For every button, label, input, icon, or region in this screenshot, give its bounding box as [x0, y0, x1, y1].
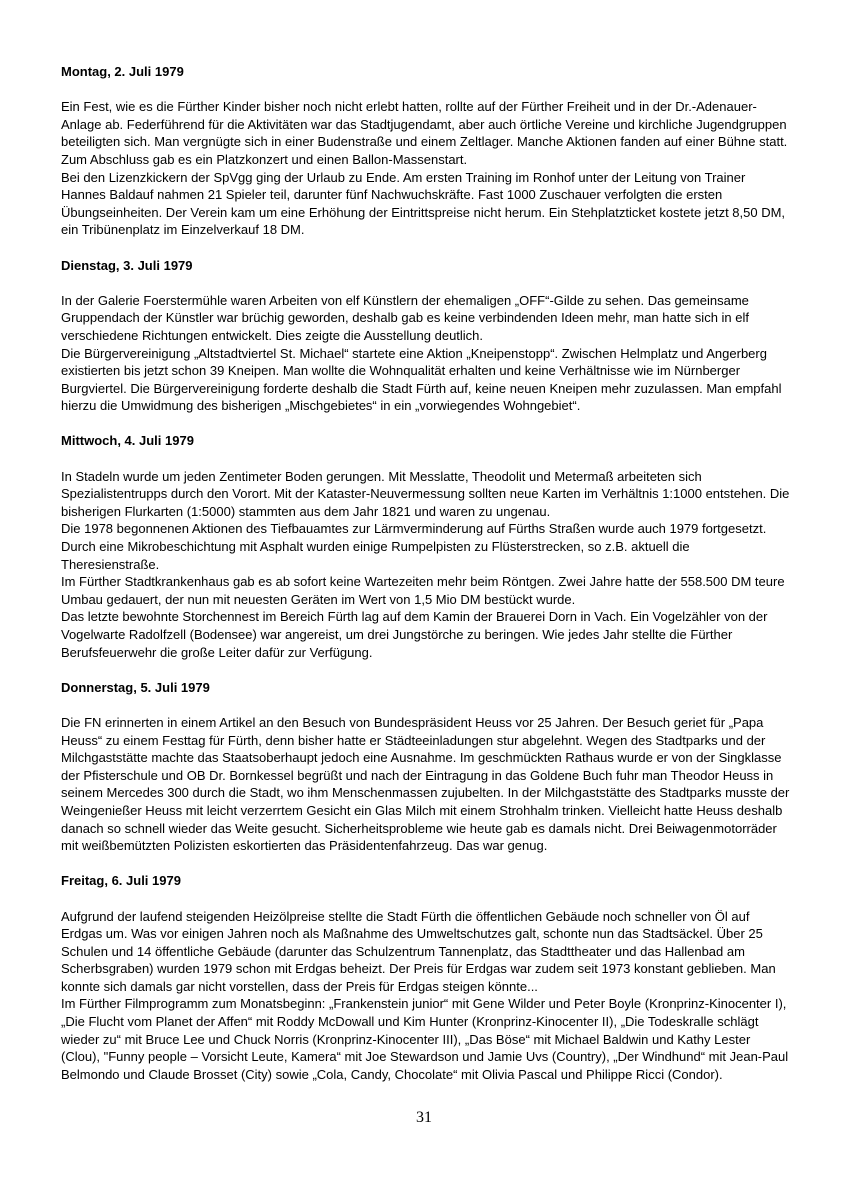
entry-paragraph: Das letzte bewohnte Storchennest im Bereich Fürth lag auf dem Kamin der Brauerei Dorn in Vach. Ein Vogelzähler von der Vogelwarte Radolfzell (Bodensee) war angereist, um drei Jungstörche zu beringen. Wie jedes Jahr stellte die Fürther Berufsfeuerwehr die große Leiter dafür zur Verfügung. — [61, 609, 768, 660]
entry-heading: Freitag, 6. Juli 1979 — [61, 873, 181, 889]
entry-heading: Donnerstag, 5. Juli 1979 — [61, 679, 210, 695]
diary-entry-monday — [61, 63, 791, 239]
entry-heading: Mittwoch, 4. Juli 1979 — [61, 433, 194, 449]
entry-paragraph: Ein Fest, wie es die Fürther Kinder bisher noch nicht erlebt hatten, rollte auf der Fürther Freiheit und in der Dr.-Adenauer-Anlage ab. Federführend für die Aktivitäten war das Stadtjugendamt, aber auch örtliche Vereine und kirchliche Jugendgruppen beteiligten sich. Man vergnügte sich in einer Budenstraße und einem Zeltlager. Manche Aktionen fanden auf einer Bühne statt. Zum Abschluss gab es ein Platzkonzert und einen Ballon-Massenstart. — [61, 99, 788, 167]
diary-entry-tuesday — [61, 257, 791, 415]
entry-paragraph: Aufgrund der laufend steigenden Heizölpreise stellte die Stadt Fürth die öffentlichen Gebäude noch schneller von Öl auf Erdgas um. Was vor einigen Jahren noch als Maßnahme des Umweltschutzes galt, schonte nun das Stadtsäckel. Über 25 Schulen und 14 öffentliche Gebäude (darunter das Schulzentrum Tannenplatz, das Stadttheater und das Hallenbad am Scherbsgraben) wurden 1979 schon mit Erdgas beheizt. Der Preis für Erdgas war zudem seit 1973 konstant geblieben. Man konnte sich damals gar nicht vorstellen, dass der Preis für Erdgas steigen könnte... — [61, 908, 776, 994]
diary-entry-wednesday — [61, 432, 791, 661]
entry-heading: Dienstag, 3. Juli 1979 — [61, 257, 193, 273]
entry-paragraph: Die Bürgervereinigung „Altstadtviertel St. Michael“ startete eine Aktion „Kneipenstopp“. Zwischen Helmplatz und Angerberg existierten bis jetzt schon 39 Kneipen. Man wollte die Wohnqualität erhalten und keine Verhältnisse wie im Nürnberger Burgviertel. Die Bürgervereinigung forderte deshalb die Stadt Fürth auf, keine neuen Kneipen mehr zuzulassen. Man empfahl hierzu die Umwidmung des bisherigen „Mischgebietes“ in ein „vorwiegendes Wohngebiet“. — [61, 345, 782, 414]
entry-paragraph: Im Fürther Filmprogramm zum Monatsbeginn: „Frankenstein junior“ mit Gene Wilder und Peter Boyle (Kronprinz-Kinocenter I), „Die Flucht vom Planet der Affen“ mit Roddy McDowall und Kim Hunter (Kronprinz-Kinocenter II), „Die Todeskralle schlägt wieder zu“ mit Bruce Lee und Chuck Norris (Kronprinz-Kinocenter III), „Das Böse“ mit Michael Baldwin und Kathy Lester (Clou), "Funny people – Vorsicht Leute, Kamera“ mit Joe Stewardson und Jamie Uvs (Country), „Der Windhund“ mit Jean-Paul Belmondo und Claude Brosset (City) sowie „Cola, Candy, Chocolate“ mit Olivia Pascal und Philippe Ricci (Condor). — [61, 996, 789, 1082]
entry-heading: Montag, 2. Juli 1979 — [61, 64, 184, 79]
page-content — [61, 63, 791, 1101]
page-number: 31 — [416, 1109, 432, 1126]
entry-paragraph: In der Galerie Foerstermühle waren Arbeiten von elf Künstlern der ehemaligen „OFF“-Gilde zu sehen. Das gemeinsame Gruppendach der Künstler war brüchig geworden, deshalb gab es keine verbindenden Ideen mehr, man hatte sich in elf verschiedene Richtungen entwickelt. Dies zeigte die Ausstellung deutlich. — [61, 292, 749, 343]
entry-paragraph: Die FN erinnerten in einem Artikel an den Besuch von Bundespräsident Heuss vor 25 Jahren. Der Besuch geriet für „Papa Heuss“ zu einem Festtag für Fürth, denn bisher hatte er Städteeinladungen stur abgelehnt. Wegen des Stadtparks und der Milchgaststätte machte das Staatsoberhaupt jedoch eine Ausnahme. Im geschmückten Rathaus wurde er von der Singklasse der Pfisterschule und OB Dr. Bornkessel begrüßt und nach der Eintragung in das Goldene Buch fuhr man Theodor Heuss in seinem Mercedes 300 durch die Stadt, wo ihm Menschenmassen zujubelten. In der Milchgaststätte des Stadtparks musste der Weingenießer Heuss mit leicht verzerrtem Gesicht ein Glas Milch mit einem Strohhalm trinken. Vielleicht hatte Heuss deshalb danach so schnell wieder das Weite gesucht. Sicherheitsprobleme wie heute gab es damals nicht. Drei Beiwagenmotorräder mit weißbemützten Polizisten eskortierten das Präsidentenfahrzeug. Das war genug. — [61, 714, 790, 854]
entry-paragraph: Im Fürther Stadtkrankenhaus gab es ab sofort keine Wartezeiten mehr beim Röntgen. Zwei Jahre hatte der 558.500 DM teure Umbau gedauert, der nun mit neuesten Geräten im Wert von 1,5 Mio DM bestückt wurde. — [61, 574, 785, 607]
entry-paragraph: In Stadeln wurde um jeden Zentimeter Boden gerungen. Mit Messlatte, Theodolit und Metermaß arbeiteten sich Spezialistentrupps durch den Vorort. Mit der Kataster-Neuvermessung sollten neue Karten im Verhältnis 1:1000 entstehen. Die bisherigen Flurkarten (1:5000) stammten aus dem Jahr 1821 und waren zu ungenau. — [61, 468, 790, 519]
entry-paragraph: Die 1978 begonnenen Aktionen des Tiefbauamtes zur Lärmverminderung auf Fürths Straßen wurde auch 1979 fortgesetzt. Durch eine Mikrobeschichtung mit Asphalt wurden einige Rumpelpisten zu Flüsterstrecken, so z.B. aktuell die Theresienstraße. — [61, 521, 767, 572]
diary-entry-friday — [61, 872, 791, 1083]
entry-paragraph: Bei den Lizenzkickern der SpVgg ging der Urlaub zu Ende. Am ersten Training im Ronhof unter der Leitung von Trainer Hannes Baldauf nahmen 21 Spieler teil, darunter fünf Nachwuchskräfte. Fast 1000 Zuschauer verfolgten die ersten Übungseinheiten. Der Verein kam um eine Erhöhung der Eintrittspreise nicht herum. Ein Stehplatzticket kostete jetzt 8,50 DM, ein Tribünenplatz im Einzelverkauf 18 DM. — [61, 169, 786, 238]
diary-entry-thursday — [61, 679, 791, 855]
